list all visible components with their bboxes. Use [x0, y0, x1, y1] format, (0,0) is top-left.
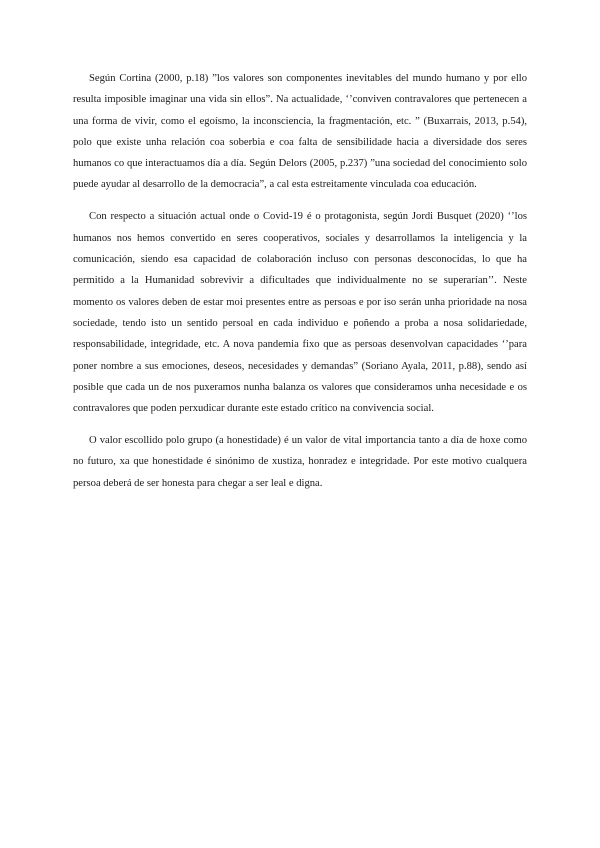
paragraph-2: Con respecto a situación actual onde o Covid-19 é o protagonista, según Jordi Busquet (2020) ‘’los humanos nos hemos convertido en seres cooperativos, sociales y desarrollamos la inteligencia y la comunicación, siendo esa capacidad de colaboración incluso con personas desconocidas, lo que ha permitido a la Humanidad sobrevivir a dificultades que individualmente no se superarían’’. Neste momento os valores deben de estar moi presentes entre as persoas e por iso serán unha prioridade na nosa sociedade, tendo isto un sentido persoal en cada individuo e poñendo a proba a nosa solidariedade, responsabilidade, integridade, etc. A nova pandemia fixo que as persoas desenvolvan capacidades ‘’para poner nombre a sus emociones, deseos, necesidades y demandas” (Soriano Ayala, 2011, p.88), sendo así posible que cada un de nos puxeramos nunha balanza os valores que consideramos unha necesidade e os contravalores que poden perxudicar durante este estado crítico na convivencia social. [73, 211, 527, 415]
document-body [73, 68, 527, 505]
paragraph-3: O valor escollido polo grupo (a honestidade) é un valor de vital importancia tanto a día de hoxe como no futuro, xa que honestidade é sinónimo de xustiza, honradez e integridade. Por este motivo cualquera persoa deberá de ser honesta para chegar a ser leal e digna. [73, 435, 527, 489]
paragraph-1: Según Cortina (2000, p.18) ”los valores son componentes inevitables del mundo humano y por ello resulta imposible imaginar una vida sin ellos”. Na actualidade, ‘’conviven contravalores que pertenecen a una forma de vivir, como el egoísmo, la inconsciencia, la fragmentación, etc. ” (Buxarrais, 2013, p.54), polo que existe unha relación coa soberbia e coa falta de sensibilidade hacia a diversidade dos seres humanos co que interactuamos día a día. Según Delors (2005, p.237) ”una sociedad del conocimiento solo puede ayudar al desarrollo de la democracia”, a cal esta estreitamente vinculada coa educación. [73, 73, 527, 191]
